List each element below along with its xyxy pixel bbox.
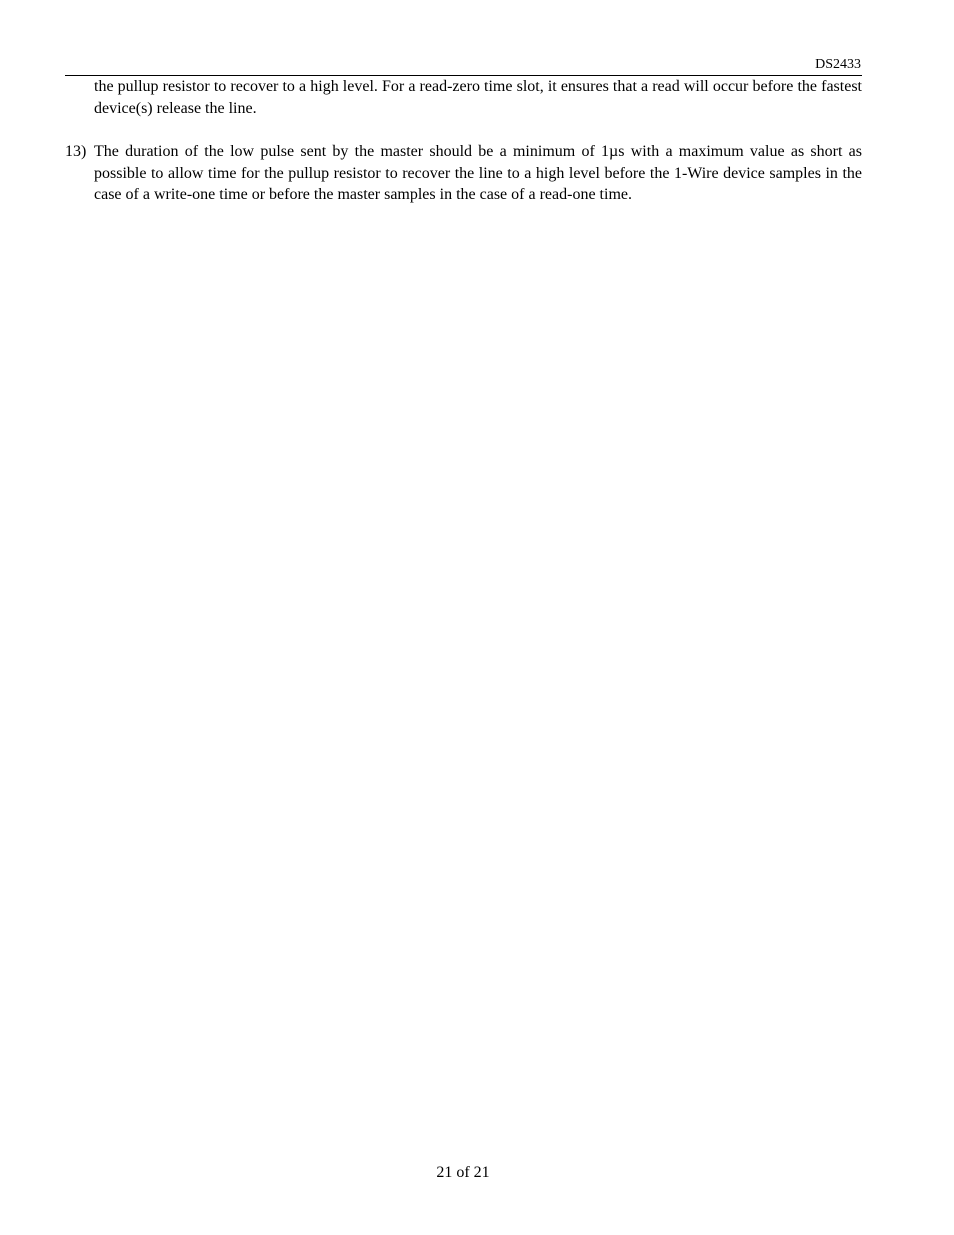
- page-number: 21 of 21: [436, 1164, 490, 1181]
- document-id: DS2433: [815, 57, 861, 72]
- note-number: 13): [65, 143, 87, 160]
- continuation-paragraph: the pullup resistor to recover to a high level. For a read-zero time slot, it ensures that a read will occur before the fastest device(s) release the line.: [94, 78, 862, 117]
- note-text: The duration of the low pulse sent by the master should be a minimum of 1µs with a maximum value as short as possible to allow time for the pullup resistor to recover the line to a high level before the 1-Wire device samples in the case of a write-one time or before the master samples in the case of a read-one time.: [94, 143, 862, 203]
- note-item-13: [65, 141, 862, 206]
